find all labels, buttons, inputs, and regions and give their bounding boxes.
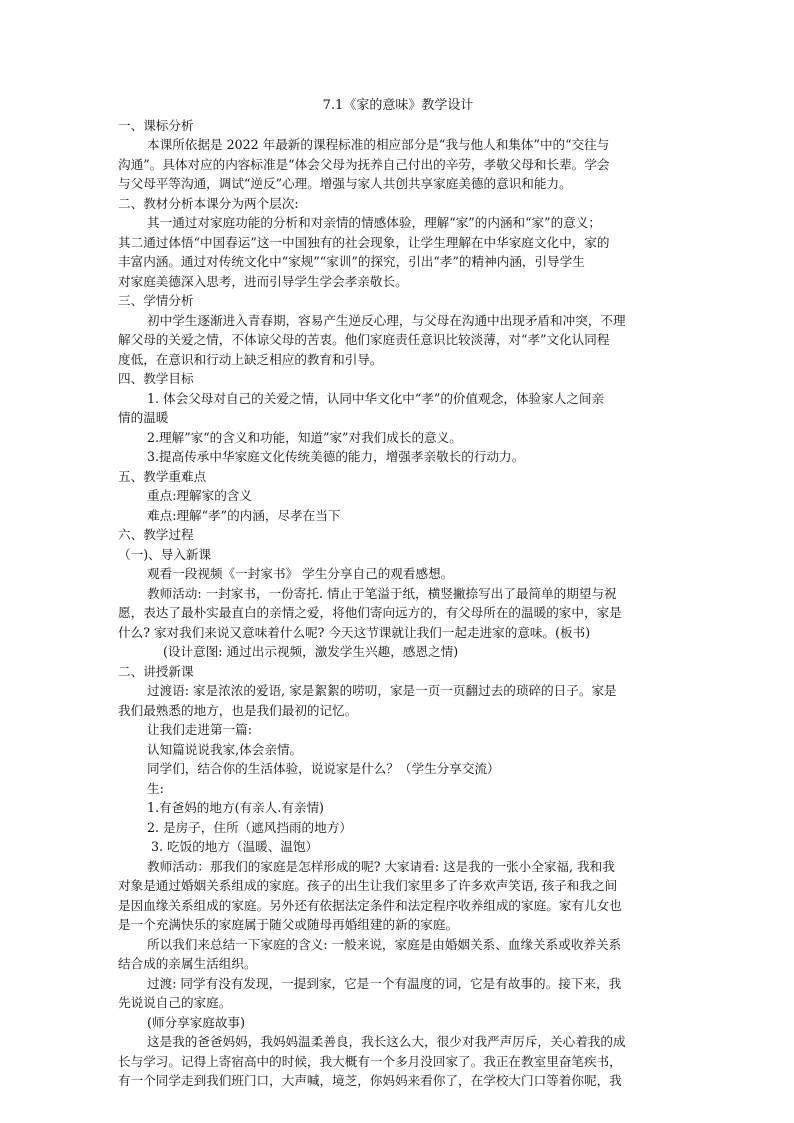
paragraph-line: 我们最熟悉的地方，也是我们最初的记忆。: [118, 702, 358, 718]
paragraph-line: 所以我们来总结一下家庭的含义: 一般来说，家庭是由婚姻关系、血缘关系或收养关系: [147, 936, 622, 952]
paragraph-line: 过渡: 同学有没有发现，一提到家，它是一个有温度的词，它是有故事的。接下来，我: [147, 975, 622, 991]
paragraph-line: 什么? 家对我们来说又意味着什么呢? 今天这节课就让我们一起走进家的意味。(板书): [118, 624, 591, 640]
paragraph-line: 教师活动：那我们的家庭是怎样形成的呢? 大家请看: 这是我的一张小全家福, 我和我: [147, 858, 615, 874]
paragraph-line: 对家庭美德深入思考，进而引导学生学会孝亲敬长。: [118, 273, 408, 289]
key-point-line: 重点:理解家的含义: [147, 488, 252, 503]
paragraph-line: 观看一段视频《一封家书》 学生分享自己的观看感想。: [147, 566, 454, 581]
design-intent-line: (设计意图: 通过出示视频，激发学生兴趣，感恩之情): [163, 644, 459, 659]
paragraph-line: 过渡语: 家是浓浓的爱语, 家是絮絮的唠叨，家是一页一页翻过去的琐碎的日子。家是: [147, 683, 617, 698]
paragraph-line: 有一个同学走到我们班门口，大声喊，境芝，你妈妈来看你了，在学校大门口等着你呢，我: [118, 1073, 622, 1088]
paragraph-line: 教师活动: 一封家书，一份寄托. 情止于笔溢于纸，横竖撇捺写出了最简单的期望与祝: [147, 585, 617, 601]
paragraph-line: 初中学生逐渐进入青春期，容易产生逆反心理，与父母在沟通中出现矛盾和冲突，不理: [147, 312, 626, 328]
document-body: [118, 96, 678, 1091]
paragraph-line: 结合成的亲属生活组织。: [118, 956, 257, 971]
paragraph-line: 与父母平等沟通，调试“逆反”心理。增强与家人共创共享家庭美德的意识和能力。: [118, 176, 572, 191]
objective-line: 1. 体会父母对自己的关爱之情，认同中华文化中“孝”的价值观念，体验家人之间亲: [147, 390, 605, 406]
section-heading: 四、教学目标: [118, 371, 194, 386]
section-heading: 三、学情分析: [118, 293, 194, 308]
paragraph-line: 认知篇说说我家,体会亲情。: [147, 741, 303, 757]
paragraph-line: 其二通过体悟“中国春运”这一中国独有的社会现象，让学生理解在中华家庭文化中，家的: [118, 234, 610, 250]
paragraph-line: 先说说自己的家庭。: [118, 995, 232, 1010]
paragraph-line: 这是我的爸爸妈妈，我妈妈温柔善良，我长这么大，很少对我严声厉斥，关心着我的成: [147, 1034, 626, 1049]
key-point-line: 难点:理解“孝”的内涵，尽孝在当下: [147, 507, 341, 523]
section-heading: 二、讲授新课: [118, 663, 194, 679]
section-heading: 二、教材分析本课分为两个层次:: [118, 195, 299, 211]
paragraph-line: 对象是通过婚姻关系组成的家庭。孩子的出生让我们家里多了许多欢声笑语, 孩子和我之间: [118, 878, 618, 893]
section-heading: 六、教学过程: [118, 527, 194, 542]
list-item: 1.有爸妈的地方(有亲人.有亲情): [147, 800, 324, 815]
objective-line: 情的温暖: [118, 410, 169, 425]
subsection-heading: （一)、导入新课: [118, 546, 212, 562]
paragraph-line: (师分享家庭故事): [147, 1014, 245, 1030]
paragraph-line: 其一通过对家庭功能的分析和对亲情的情感体验，理解“家”的内涵和“家”的意义；: [147, 215, 601, 230]
section-heading: 一、课标分析: [118, 117, 194, 133]
paragraph-line: 本课所依据是 2022 年最新的课程标准的相应部分是“我与他人和集体”中的“交往与: [147, 137, 610, 152]
paragraph-line: 沟通”。具体对应的内容标准是“体会父母为抚养自己付出的辛劳，孝敬父母和长辈。学会: [118, 156, 610, 172]
list-item: 3. 吃饭的地方（温暖、温饱）: [151, 839, 319, 854]
paragraph-line: 丰富内涵。通过对传统文化中“家规”“家训”的探究，引出“孝”的精神内涵，引导学生: [118, 254, 585, 269]
paragraph-line: 同学们，结合你的生活体验，说说家是什么？（学生分享交流）: [147, 761, 500, 776]
paragraph-line: 愿，表达了最朴实最直白的亲情之爱，将他们寄向远方的，有父母所在的温暖的家中，家是: [118, 605, 622, 620]
list-item: 2. 是房子，住所（遮风挡雨的地方）: [147, 819, 352, 835]
paragraph-line: 是因血缘关系组成的家庭。另外还有依据法定条件和法定程序收养组成的家庭。家有儿女也: [118, 897, 622, 913]
paragraph-line: 是一个充满快乐的家庭属于随父或随母再婚组建的新的家庭。: [118, 917, 459, 932]
document-title: 7.1《家的意味》教学设计: [322, 98, 474, 113]
paragraph-line: 解父母的关爱之情，不体谅父母的苦衷。他们家庭责任意识比较淡薄，对“孝”文化认同程: [118, 332, 610, 347]
paragraph-line: 生:: [147, 780, 164, 796]
section-heading: 五、教学重难点: [118, 468, 207, 484]
paragraph-line: 长与学习。记得上寄宿高中的时候，我大概有一个多月没回家了。我正在教室里奋笔疾书，: [118, 1053, 622, 1069]
objective-line: 3.提高传承中华家庭文化传统美德的能力，增强孝亲敬长的行动力。: [147, 449, 525, 464]
paragraph-line: 让我们走进第一篇:: [147, 722, 252, 737]
paragraph-line: 度低，在意识和行动上缺乏相应的教育和引导。: [118, 351, 383, 367]
objective-line: 2.理解”家“的含义和功能，知道”家”对我们成长的意义。: [147, 429, 462, 445]
